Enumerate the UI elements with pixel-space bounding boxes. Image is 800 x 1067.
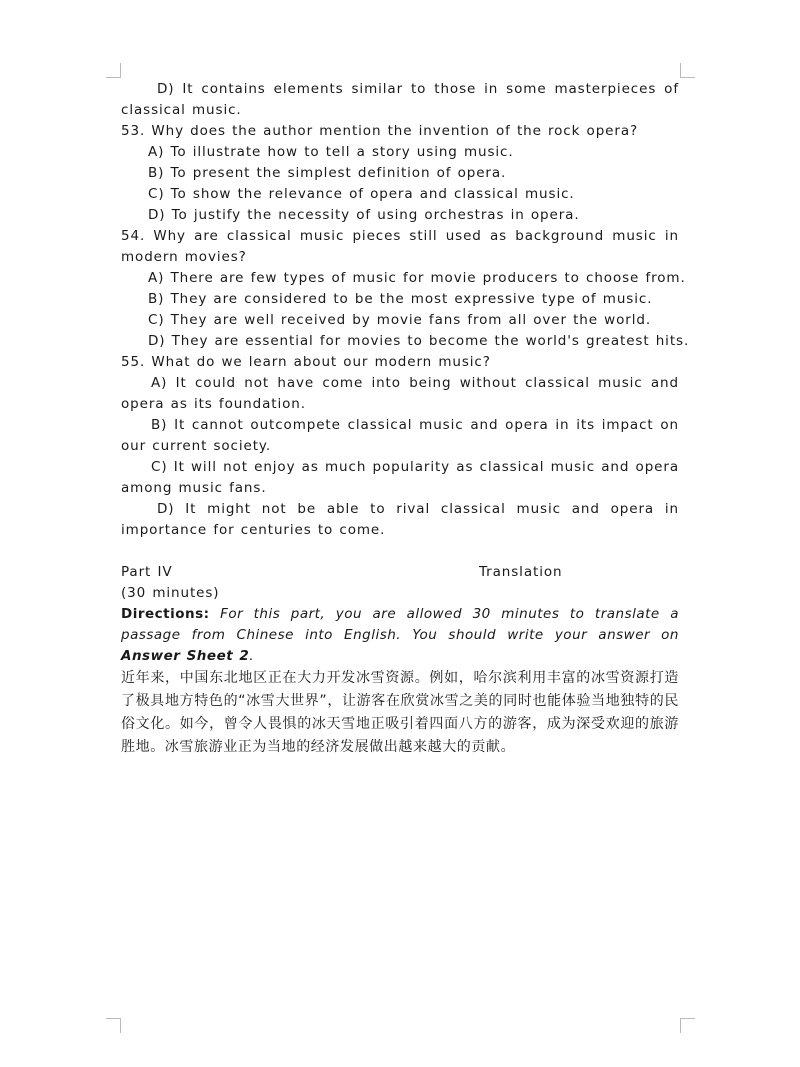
- q53-option-d: D) To justify the necessity of using orchestras in opera.: [148, 207, 580, 223]
- directions: [121, 604, 679, 667]
- q54-option-c: C) They are well received by movie fans from all over the world.: [148, 312, 652, 328]
- translation-passage: 近年来，中国东北地区正在大力开发冰雪资源。例如，哈尔滨利用丰富的冰雪资源打造了极具地方特色的“冰雪大世界”，让游客在欣赏冰雪之美的同时也能体验当地独特的民俗文化。如今，曾令人畏惧的冰天雪地正吸引着四面八方的游客，成为深受欢迎的旅游胜地。冰雪旅游业正为当地的经济发展做出越来越大的贡献。: [121, 670, 679, 755]
- q54-question: 54. Why are classical music pieces still used as background music in modern movies?: [121, 228, 679, 265]
- directions-text: For this part, you are allowed 30 minutes to translate a passage from Chinese into English. You should write your answer on: [121, 606, 679, 643]
- crop-mark-bottom-right: [680, 1018, 695, 1033]
- q53-option-b: B) To present the simplest definition of opera.: [148, 165, 507, 181]
- q53-option-a: A) To illustrate how to tell a story using music.: [148, 144, 514, 160]
- crop-mark-top-right: [680, 63, 695, 78]
- q53-option-c: C) To show the relevance of opera and classical music.: [148, 186, 575, 202]
- answer-sheet-ref: Answer Sheet 2: [121, 648, 250, 664]
- q54-option-a: A) There are few types of music for movie producers to choose from.: [148, 270, 686, 286]
- directions-period: .: [249, 648, 255, 664]
- crop-mark-bottom-left: [106, 1018, 121, 1033]
- part-label: Part IV: [121, 564, 173, 580]
- q53-question: 53. Why does the author mention the invention of the rock opera?: [121, 123, 639, 139]
- q55-question: 55. What do we learn about our modern music?: [121, 354, 491, 370]
- q54-option-b: B) They are considered to be the most expressive type of music.: [148, 291, 653, 307]
- q52-option-d: D) It contains elements similar to those in some masterpieces of classical music.: [121, 81, 679, 118]
- directions-label: Directions:: [121, 606, 210, 622]
- q55-option-d: D) It might not be able to rival classical music and opera in importance for centuries to come.: [121, 501, 679, 538]
- q55-option-a: A) It could not have come into being without classical music and opera as its foundation.: [121, 375, 679, 412]
- page-content: [121, 79, 690, 759]
- q55-option-c: C) It will not enjoy as much popularity as classical music and opera among music fans.: [121, 459, 679, 496]
- crop-mark-top-left: [106, 63, 121, 78]
- part-heading: [121, 562, 679, 583]
- part-time: (30 minutes): [121, 585, 220, 601]
- part-title: Translation: [479, 564, 563, 580]
- q55-option-b: B) It cannot outcompete classical music and opera in its impact on our current society.: [121, 417, 679, 454]
- q54-option-d: D) They are essential for movies to become the world's greatest hits.: [148, 333, 690, 349]
